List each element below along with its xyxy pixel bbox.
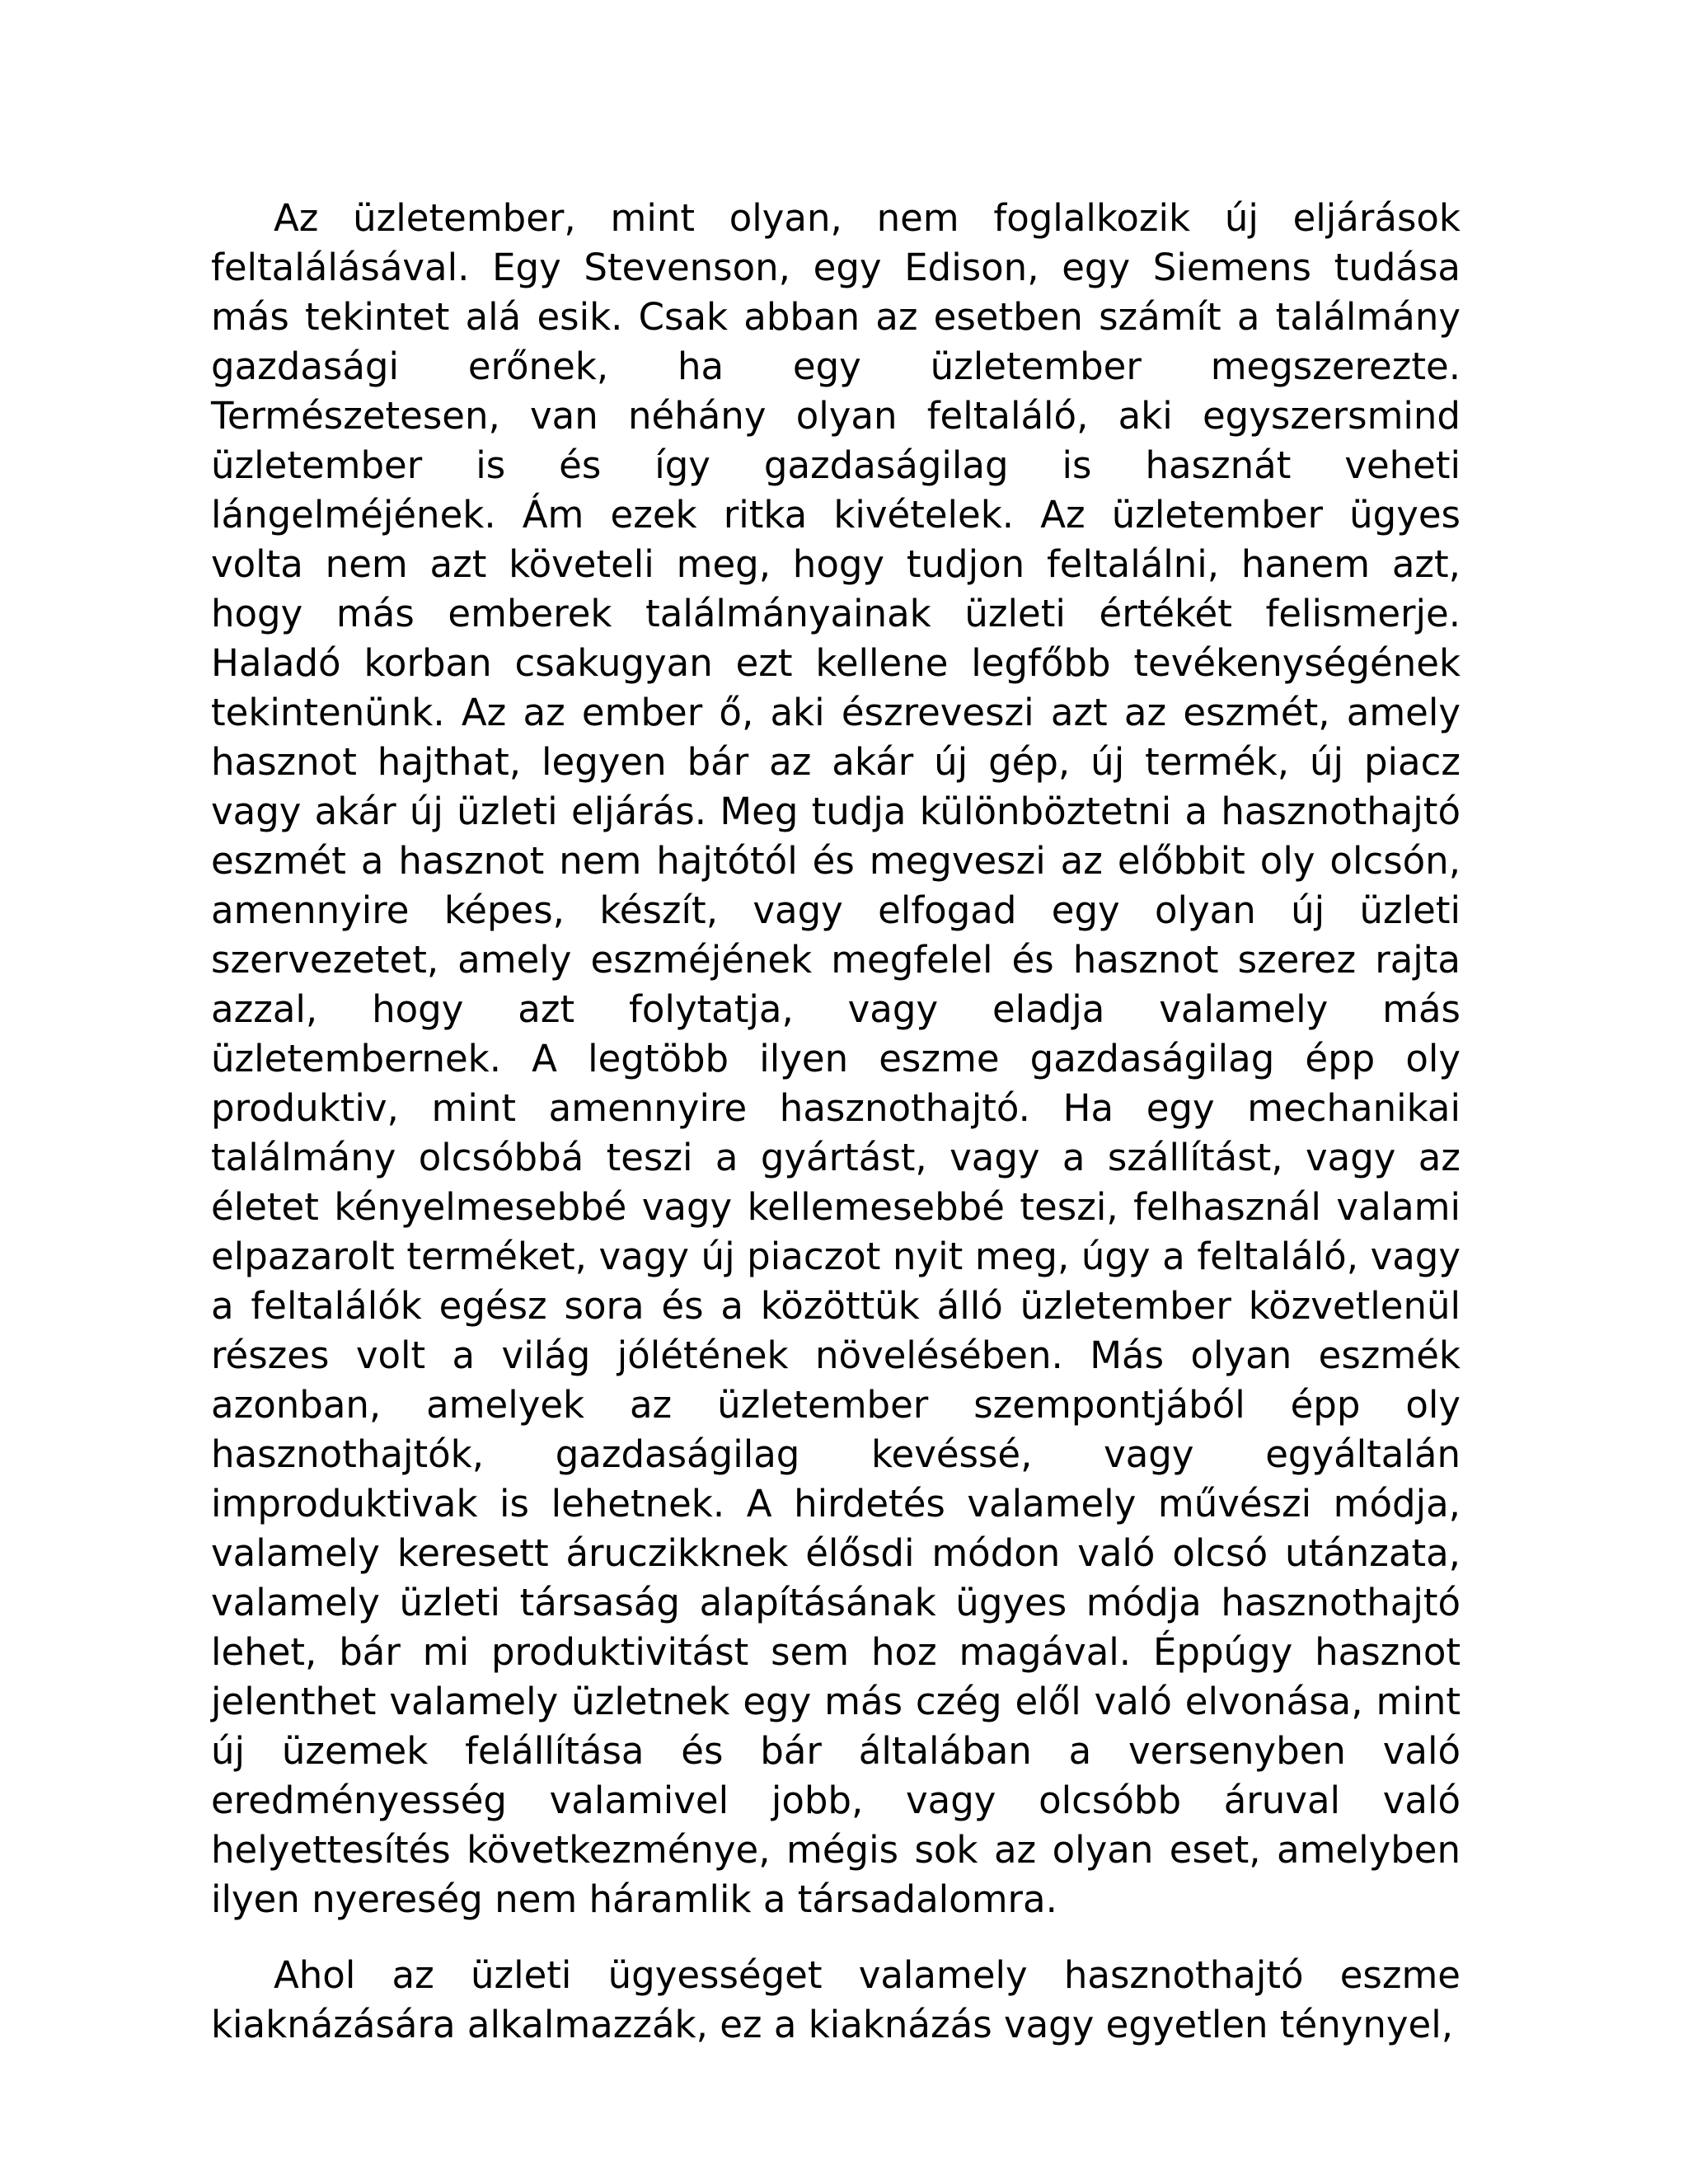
body-paragraph-1: Az üzletember, mint olyan, nem foglalkozik új eljárások feltalálásával. Egy Stevenson, egy Edison, egy Siemens tudása más tekintet alá esik. Csak abban az esetben számít a találmány gazdasági erőnek, ha egy üzletember megszerezte. Természetesen, van néhány olyan feltaláló, aki egyszersmind üzletember is és így gazdaságilag is hasznát veheti lángelméjének. Ám ezek ritka kivételek. Az üzletember ügyes volta nem azt követeli meg, hogy tudjon feltalálni, hanem azt, hogy más emberek találmányainak üzleti értékét felismerje. Haladó korban csakugyan ezt kellene legfőbb tevékenységének tekintenünk. Az az ember ő, aki észreveszi azt az eszmét, amely hasznot hajthat, legyen bár az akár új gép, új termék, új piacz vagy akár új üzleti eljárás. Meg tudja különböztetni a hasznothajtó eszmét a hasznot nem hajtótól és megveszi az előbbit oly olcsón, amennyire képes, készít, vagy elfogad egy olyan új üzleti szervezetet, amely eszméjének megfelel és hasznot szerez rajta azzal, hogy azt folytatja, vagy eladja valamely más üzletembernek. A legtöbb ilyen eszme gazdaságilag épp oly produktiv, mint amennyire hasznothajtó. Ha egy mechanikai találmány olcsóbbá teszi a gyártást, vagy a szállítást, vagy az életet kényelmesebbé vagy kellemesebbé teszi, felhasznál valami elpazarolt terméket, vagy új piaczot nyit meg, úgy a feltaláló, vagy a feltalálók egész sora és a közöttük álló üzletember közvetlenül részes volt a világ jólétének növelésében. Más olyan eszmék azonban, amelyek az üzletember szempontjából épp oly hasznothajtók, gazdaságilag kevéssé, vagy egyáltalán improduktivak is lehetnek. A hirdetés valamely művészi módja, valamely keresett áruczikknek élősdi módon való olcsó utánzata, valamely üzleti társaság alapításának ügyes módja hasznothajtó lehet, bár mi produktivitást sem hoz magával. Éppúgy hasznot jelenthet valamely üzletnek egy más czég elől való elvonása, mint új üzemek felállítása és bár általában a versenyben való eredményesség valamivel jobb, vagy olcsóbb áruval való helyettesítés következménye, mégis sok az olyan eset, amelyben ilyen nyereség nem háramlik a társadalomra.: [211, 196, 1461, 1921]
body-paragraph-2: Ahol az üzleti ügyességet valamely hasznothajtó eszme kiaknázására alkalmazzák, ez a kiaknázás vagy egyetlen ténynyel,: [211, 1953, 1461, 2046]
document-page: [211, 194, 1461, 2050]
